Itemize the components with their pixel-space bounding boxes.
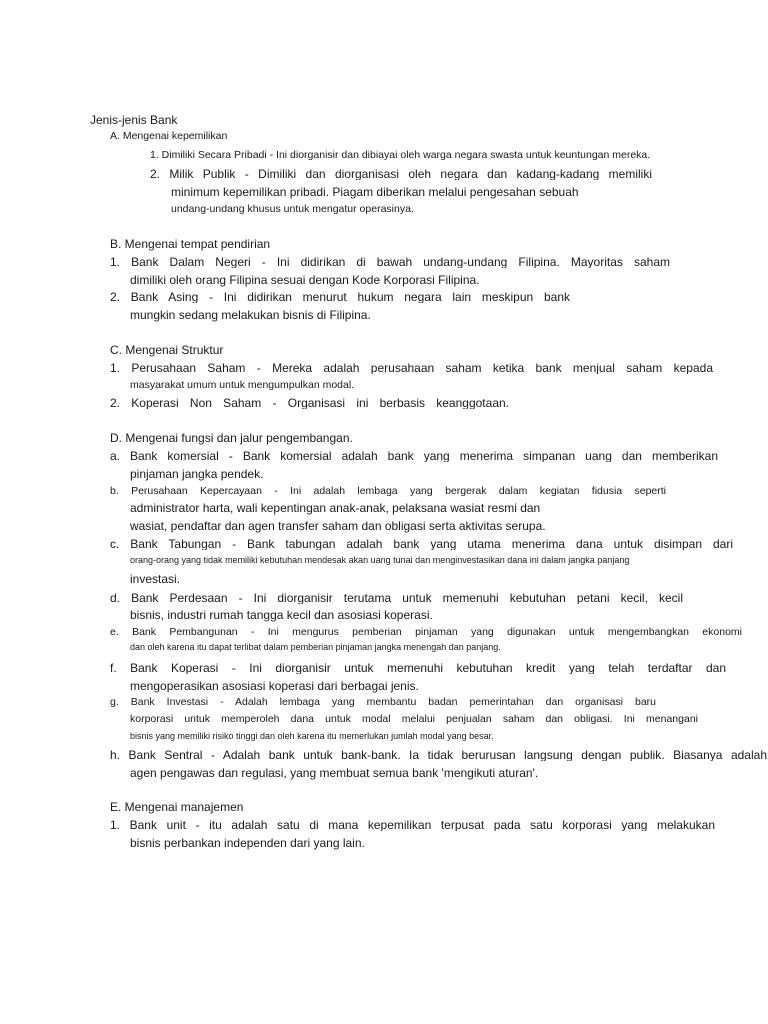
- section-c-heading: C. Mengenai Struktur: [110, 343, 224, 357]
- document-title: Jenis-jenis Bank: [90, 113, 178, 127]
- section-c-item-2-line-1: 2. Koperasi Non Saham - Organisasi ini berbasis keanggotaan.: [110, 397, 509, 409]
- section-d-item-h-line-1: h. Bank Sentral - Adalah bank untuk bank-bank. Ia tidak berurusan langsung dengan publik. Biasanya adalah: [110, 749, 767, 761]
- section-a-item-2-line-2: minimum kepemilikan pribadi. Piagam diberikan melalui pengesahan sebuah: [171, 185, 579, 199]
- section-d-item-b-line-2: administrator harta, wali kepentingan anak-anak, pelaksana wasiat resmi dan: [130, 501, 541, 515]
- section-b-item-1-line-1: 1. Bank Dalam Negeri - Ini didirikan di bawah undang-undang Filipina. Mayoritas saham: [110, 256, 670, 268]
- section-a-item-2-line-1: 2. Milik Publik - Dimiliki dan diorganisasi oleh negara dan kadang-kadang memiliki: [150, 168, 652, 180]
- section-d-item-f-line-2: mengoperasikan asosiasi koperasi dari berbagai jenis.: [130, 679, 419, 693]
- section-b-item-2-line-1: 2. Bank Asing - Ini didirikan menurut hukum negara lain meskipun bank: [110, 291, 570, 303]
- section-d-item-g-line-1: g. Bank Investasi - Adalah lembaga yang membantu badan pemerintahan dan organisasi baru: [110, 697, 656, 708]
- section-d-item-c-line-2: orang-orang yang tidak memiliki kebutuhan mendesak akan uang tunai dan menginvestasikan dana ini dalam jangka panjang: [130, 555, 630, 565]
- section-d-item-a-line-2: pinjaman jangka pendek.: [130, 467, 264, 481]
- section-a-heading: A. Mengenai kepemilikan: [110, 130, 228, 142]
- section-c-item-1-line-2: masyarakat umum untuk mengumpulkan modal.: [130, 379, 355, 391]
- section-d-item-d-line-2: bisnis, industri rumah tangga kecil dan asosiasi koperasi.: [130, 608, 433, 622]
- section-e-item-1-line-1: 1. Bank unit - itu adalah satu di mana kepemilikan terpusat pada satu korporasi yang melakukan: [110, 819, 715, 831]
- section-d-heading: D. Mengenai fungsi dan jalur pengembangan.: [110, 431, 353, 445]
- section-b-item-1-line-2: dimiliki oleh orang Filipina sesuai dengan Kode Korporasi Filipina.: [130, 273, 480, 287]
- section-c-item-1-line-1: 1. Perusahaan Saham - Mereka adalah perusahaan saham ketika bank menjual saham kepada: [110, 362, 713, 374]
- section-d-item-e-line-2: dan oleh karena itu dapat terlibat dalam pemberian pinjaman jangka menengah dan panjang.: [130, 642, 501, 652]
- section-b-item-2-line-2: mungkin sedang melakukan bisnis di Filipina.: [130, 308, 371, 322]
- section-d-item-g-line-2: korporasi untuk memperoleh dana untuk modal melalui penjualan saham dan obligasi. Ini menangani: [130, 714, 698, 725]
- section-d-item-g-line-3: bisnis yang memiliki risiko tinggi dan oleh karena itu memerlukan jumlah modal yang besar.: [130, 731, 494, 741]
- section-d-item-e-line-1: e. Bank Pembangunan - Ini mengurus pemberian pinjaman yang digunakan untuk mengembangkan ekonomi: [110, 627, 742, 638]
- section-e-heading: E. Mengenai manajemen: [110, 800, 244, 814]
- section-d-item-h-line-2: agen pengawas dan regulasi, yang membuat semua bank 'mengikuti aturan'.: [130, 766, 539, 780]
- section-d-item-f-line-1: f. Bank Koperasi - Ini diorganisir untuk memenuhi kebutuhan kredit yang telah terdaftar dan: [110, 662, 726, 674]
- section-d-item-b-line-3: wasiat, pendaftar dan agen transfer saham dan obligasi serta aktivitas serupa.: [130, 519, 546, 533]
- section-b-heading: B. Mengenai tempat pendirian: [110, 237, 271, 251]
- section-d-item-c-line-1: c. Bank Tabungan - Bank tabungan adalah bank yang utama menerima dana untuk disimpan dari: [110, 538, 733, 550]
- section-d-item-a-line-1: a. Bank komersial - Bank komersial adalah bank yang menerima simpanan uang dan memberikan: [110, 450, 718, 462]
- section-a-item-1: 1. Dimiliki Secara Pribadi - Ini diorganisir dan dibiayai oleh warga negara swasta untuk keuntungan mereka.: [150, 149, 651, 161]
- section-d-item-c-line-3: investasi.: [130, 572, 181, 586]
- section-e-item-1-line-2: bisnis perbankan independen dari yang lain.: [130, 836, 365, 850]
- section-a-item-2-line-3: undang-undang khusus untuk mengatur operasinya.: [171, 203, 414, 215]
- section-d-item-b-line-1: b. Perusahaan Kepercayaan - Ini adalah lembaga yang bergerak dalam kegiatan fidusia seperti: [110, 486, 666, 497]
- section-d-item-d-line-1: d. Bank Perdesaan - Ini diorganisir terutama untuk memenuhi kebutuhan petani kecil, kecil: [110, 592, 683, 604]
